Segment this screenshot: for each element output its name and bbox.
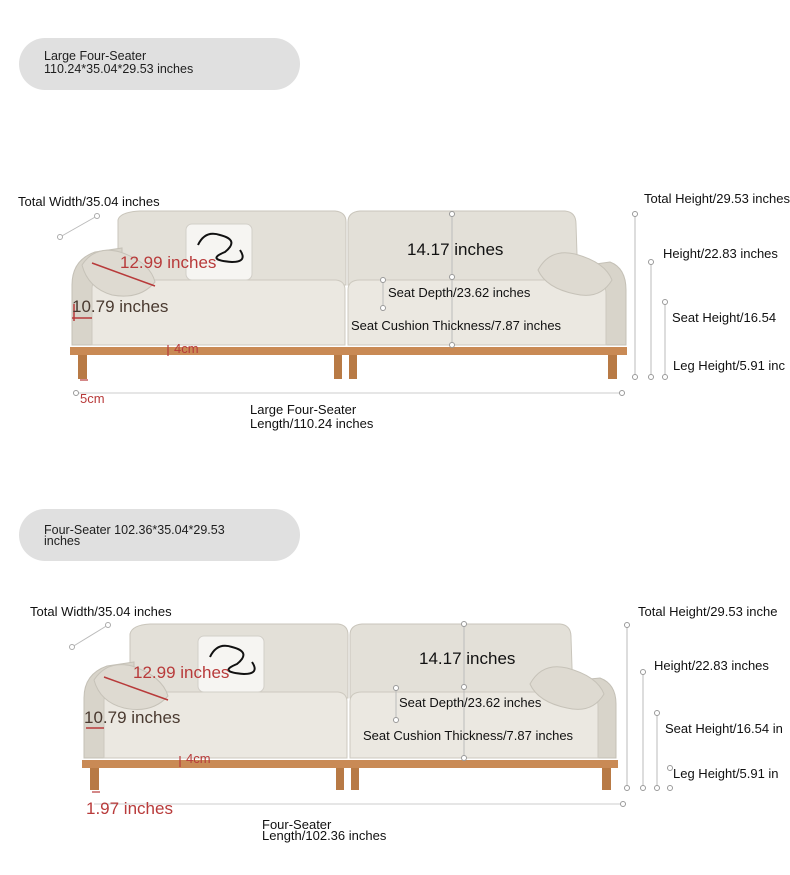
total-height-label: Total Height/29.53 inches <box>644 191 790 206</box>
length-label <box>250 403 373 431</box>
back-height-label: 14.17 inches <box>419 649 516 668</box>
height-label: Height/22.83 inches <box>663 246 778 261</box>
sofa-diagram-large <box>0 190 790 450</box>
frame-thickness-label: 4cm <box>174 341 199 356</box>
pill-line-1: Large Four-Seater <box>44 49 147 63</box>
cushion-thickness-label: Seat Cushion Thickness/7.87 inches <box>363 728 574 743</box>
total-width-label: Total Width/35.04 inches <box>30 604 172 619</box>
frame-thickness-label: 4cm <box>186 751 211 766</box>
total-height-label: Total Height/29.53 inche <box>638 604 778 619</box>
length-line-1: Large Four-Seater <box>250 402 357 417</box>
seat-depth-label: Seat Depth/23.62 inches <box>399 695 542 710</box>
leg-height-label: Leg Height/5.91 in <box>673 766 779 781</box>
pill-line-2: inches <box>44 534 81 548</box>
sofa-diagram-standard <box>0 600 790 870</box>
pill-line-1: Four-Seater 102.36*35.04*29.53 <box>44 523 225 537</box>
leg-size-label: 5cm <box>80 391 105 406</box>
cushion-thickness-label: Seat Cushion Thickness/7.87 inches <box>351 318 562 333</box>
total-width-label: Total Width/35.04 inches <box>18 194 160 209</box>
leg-height-label: Leg Height/5.91 inc <box>673 358 786 373</box>
seat-height-label: Seat Height/16.54 <box>672 310 777 325</box>
arm-height-label: 10.79 inches <box>72 297 169 316</box>
length-line-2: Length/110.24 inches <box>250 416 374 431</box>
back-height-label: 14.17 inches <box>407 240 504 259</box>
pill-title-standard <box>44 525 284 547</box>
pill-title-large <box>44 50 284 76</box>
leg-size-label: 1.97 inches <box>86 799 173 818</box>
length-line-1: Four-Seater <box>262 817 332 832</box>
pill-line-2: 110.24*35.04*29.53 inches <box>44 62 194 76</box>
seat-depth-label: Seat Depth/23.62 inches <box>388 285 531 300</box>
arm-height-label: 10.79 inches <box>84 708 181 727</box>
seat-height-label: Seat Height/16.54 in <box>665 721 783 736</box>
length-label <box>262 819 386 841</box>
arm-width-label: 12.99 inches <box>133 663 230 682</box>
arm-width-label: 12.99 inches <box>120 253 217 272</box>
length-line-2: Length/102.36 inches <box>262 828 387 843</box>
height-label: Height/22.83 inches <box>654 658 769 673</box>
